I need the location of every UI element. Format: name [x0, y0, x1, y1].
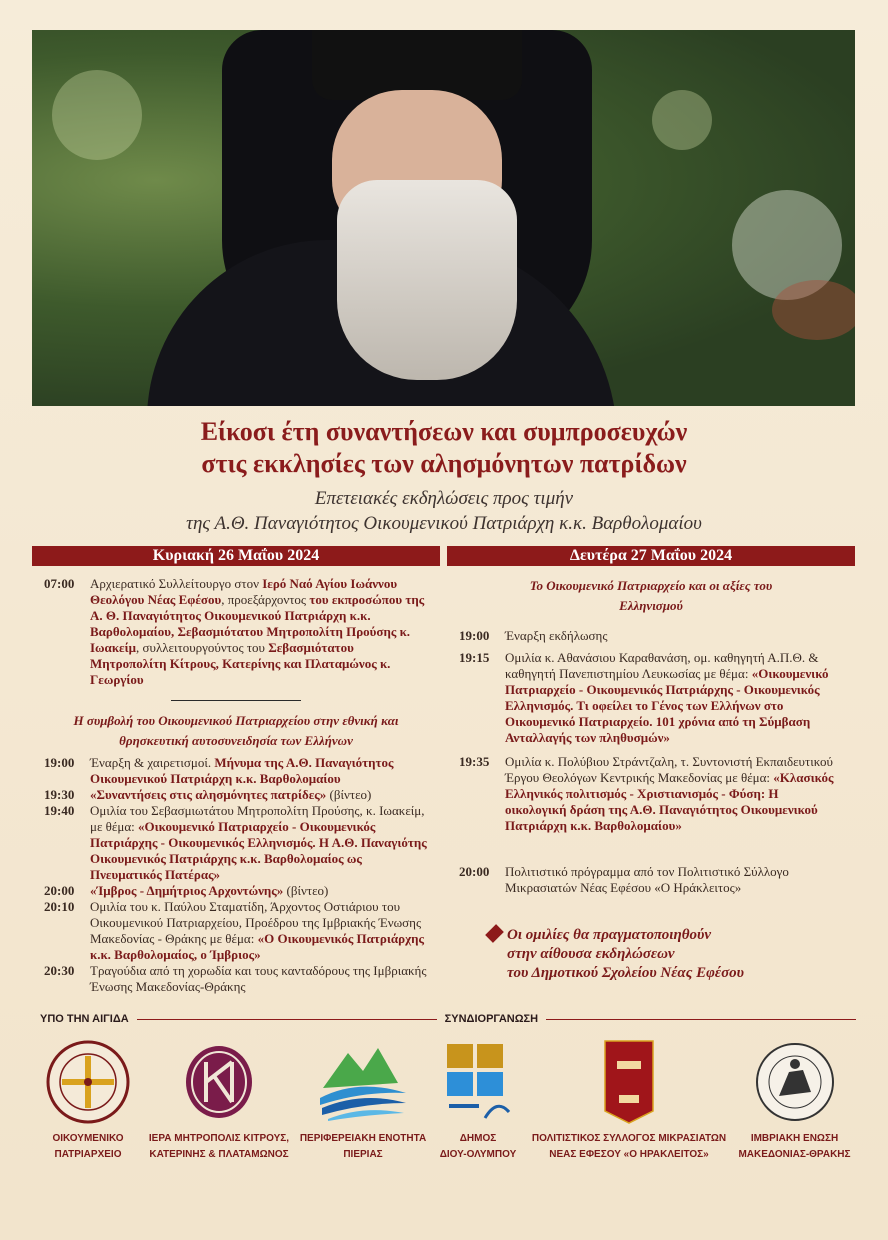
program-description — [505, 864, 843, 896]
program-text: Ομιλία του κ. Παύλου Σταματίδη, Άρχοντος Οστιάριου του Οικουμενικού Πατριαρχείου, Προέδρου της Ιμβριακής Ένωσης Μακεδονίας - Θράκης με θέμα: — [90, 899, 422, 946]
divider — [546, 1019, 856, 1020]
day2-section-title: Το Οικουμενικό Πατριαρχείο και οι αξίες του Ελληνισμού — [529, 578, 773, 613]
pieria-region-icon — [318, 1037, 408, 1127]
program-text: Τραγούδια από τη χορωδία και τους κανταδόρους της Ιμβριακής Ένωσης Μακεδονίας-Θράκης — [90, 963, 427, 994]
program-description — [505, 650, 843, 746]
venue-note-line: στην αίθουσα εκδηλώσεων — [507, 946, 675, 962]
program-text-bold: «Κλασικός Ελληνικός πολιτισμός - Χριστιανισμός - Φύση: Η οικολογική δράση της Α.Θ. Παναγιότητος Οικουμενικού Πατριάρχη κ.κ. Βαρθολομαίου» — [505, 770, 834, 833]
program-item — [459, 650, 843, 746]
program-item — [459, 754, 843, 834]
program-item — [44, 803, 428, 883]
program-text: Πολιτιστικό πρόγραμμα από τον Πολιτιστικό Σύλλογο Μικρασιατών Νέας Εφέσου «Ο Ηράκλειτος» — [505, 864, 789, 895]
program-item — [44, 883, 428, 899]
dion-olympos-municipality-icon — [445, 1037, 511, 1127]
logo-caption: ΙΜΒΡΙΑΚΗ ΕΝΩΣΗ ΜΑΚΕΔΟΝΙΑΣ-ΘΡΑΚΗΣ — [738, 1133, 851, 1160]
program-text-bold: «Συναντήσεις στις αλησμόνητες πατρίδες» — [90, 787, 327, 802]
subtitle-line-2: της Α.Θ. Παναγιότητος Οικουμενικού Πατριάρχη κ.κ. Βαρθολομαίου — [186, 513, 702, 534]
program-description — [90, 576, 428, 688]
venue-note-line: του Δημοτικού Σχολείου Νέας Εφέσου — [507, 965, 745, 981]
program-description — [90, 755, 428, 787]
day2-column — [447, 546, 855, 995]
subtitle-line-1: Επετειακές εκδηλώσεις προς τιμήν — [314, 488, 574, 509]
logo-caption: ΟΙΚΟΥΜΕΝΙΚΟ ΠΑΤΡΙΑΡΧΕΙΟ — [52, 1133, 124, 1160]
program-text: Ομιλία κ. Πολύβιου Στράντζαλη, τ. Συντονιστή Εκπαιδευτικού Έργου Θεολόγων Κεντρικής Μακεδονίας με θέμα: — [505, 754, 833, 785]
imvros-union-seal-icon — [755, 1037, 835, 1127]
program-time: 20:30 — [44, 963, 75, 978]
program-item — [44, 963, 428, 995]
divider — [171, 700, 301, 701]
patriarch-photo — [32, 30, 855, 406]
sponsor-heraclitus — [524, 1037, 734, 1163]
sponsor-imvros-union — [734, 1037, 855, 1163]
program-text-bold: «Οικουμενικό Πατριαρχείο - Οικουμενικός Πατριάρχης - Οικουμενικός Ελληνισμός. Τι οφείλει το Γένος των Ελλήνων στο Οικουμενικό Πατριαρχείο. 101 χρόνια από τη Σύμβαση Ανταλλαγής των πληθυσμών» — [505, 666, 829, 745]
sponsors-section — [32, 1011, 856, 1175]
venue-note — [507, 926, 843, 983]
program-text: Έναρξη εκδήλωσης — [505, 628, 608, 643]
sponsor-logos — [32, 1037, 856, 1163]
program-columns — [32, 546, 855, 995]
patronage-label: ΥΠΟ ΤΗΝ ΑΙΓΙΔΑ — [40, 1013, 129, 1025]
program-description — [505, 754, 843, 834]
day1-section-title: Η συμβολή του Οικουμενικού Πατριαρχείου στην εθνική και θρησκευτική αυτοσυνειδησία των Ελλήνων — [73, 713, 399, 748]
divider — [137, 1019, 437, 1020]
program-description — [505, 628, 843, 644]
program-text: , συλλειτουργούντος του — [136, 640, 269, 655]
program-time: 20:00 — [44, 883, 75, 898]
logo-caption: ΙΕΡΑ ΜΗΤΡΟΠΟΛΙΣ ΚΙΤΡΟΥΣ, ΚΑΤΕΡΙΝΗΣ & ΠΛΑΤΑΜΩΝΟΣ — [148, 1133, 290, 1160]
patriarchate-seal-icon — [46, 1037, 130, 1127]
program-description — [90, 963, 428, 995]
program-time: 19:00 — [459, 628, 490, 643]
sponsor-patriarchate — [32, 1037, 144, 1163]
logo-caption: ΔΗΜΟΣ ΔΙΟΥ-ΟΛΥΜΠΟΥ — [439, 1133, 517, 1160]
sponsor-metropolis — [144, 1037, 294, 1163]
day2-program — [447, 566, 855, 983]
venue-note-block — [487, 926, 843, 983]
program-time: 19:30 — [44, 787, 75, 802]
program-text-bold: «Ο Οικουμενικός Πατριάρχης κ.κ. Βαρθολομαίος, ο Ίμβριος» — [90, 931, 424, 962]
program-item — [44, 576, 428, 688]
program-item — [459, 864, 843, 896]
diamond-icon — [485, 924, 504, 943]
main-title-line-2: στις εκκλησίες των αλησμόνητων πατρίδων — [201, 449, 687, 478]
program-item — [44, 755, 428, 787]
program-time: 19:40 — [44, 803, 75, 818]
program-time: 20:10 — [44, 899, 75, 914]
program-text: Αρχιερατικό Συλλείτουργο στον — [90, 576, 263, 591]
program-item — [44, 787, 428, 803]
program-time: 07:00 — [44, 576, 75, 591]
program-time: 19:35 — [459, 754, 490, 769]
program-text-bold: του εκπροσώπου της Α. Θ. Παναγιότητος Οικουμενικού Πατριάρχη κ.κ. Βαρθολομαίου, Σεβασμιότατου Μητροπολίτη Προύσης κ. Ιωακείμ — [90, 592, 425, 655]
heraclitus-banner-icon — [603, 1037, 655, 1127]
day1-header: Κυριακή 26 Μαΐου 2024 — [32, 546, 440, 566]
day2-header: Δευτέρα 27 Μαΐου 2024 — [447, 546, 855, 566]
program-description — [90, 883, 428, 899]
day1-column — [32, 546, 440, 995]
logo-caption: ΠΟΛΙΤΙΣΤΙΚΟΣ ΣΥΛΛΟΓΟΣ ΜΙΚΡΑΣΙΑΤΩΝ ΝΕΑΣ ΕΦΕΣΟΥ «Ο ΗΡΑΚΛΕΙΤΟΣ» — [531, 1133, 727, 1160]
sponsor-headings — [32, 1011, 856, 1027]
main-title-line-1: Είκοσι έτη συναντήσεων και συμπροσευχών — [200, 417, 688, 446]
program-description — [90, 787, 428, 803]
program-description — [90, 803, 428, 883]
metropolis-monogram-icon — [184, 1037, 254, 1127]
program-text: Έναρξη & χαιρετισμοί. — [90, 755, 215, 770]
program-text: Ομιλία του Σεβασμιωτάτου Μητροπολίτη Προύσης, κ. Ιωακείμ, με θέμα: — [90, 803, 425, 834]
venue-note-line: Οι ομιλίες θα πραγματοποιηθούν — [507, 927, 712, 943]
program-time: 19:15 — [459, 650, 490, 665]
program-text: Ομιλία κ. Αθανάσιου Καραθανάση, ομ. καθηγητή Α.Π.Θ. & καθηγητή Πανεπιστημίου Λευκωσίας με θέμα: — [505, 650, 819, 681]
sponsor-dion-olympos — [432, 1037, 524, 1163]
program-text: (βίντεο) — [326, 787, 372, 802]
program-text: , προεξάρχοντος — [221, 592, 310, 607]
program-time: 19:00 — [44, 755, 75, 770]
program-text: (βίντεο) — [283, 883, 329, 898]
program-item — [459, 628, 843, 644]
logo-caption: ΠΕΡΙΦΕΡΕΙΑΚΗ ΕΝΟΤΗΤΑ ΠΙΕΡΙΑΣ — [299, 1133, 427, 1160]
program-text-bold: Ιερό Ναό Αγίου Ιωάννου Θεολόγου Νέας Εφέσου — [90, 576, 398, 607]
program-text-bold: «Ίμβρος - Δημήτριος Αρχοντώνης» — [90, 883, 284, 898]
program-text-bold: Μήνυμα της Α.Θ. Παναγιότητος Οικουμενικού Πατριάρχη κ.κ. Βαρθολομαίου — [90, 755, 394, 786]
program-text-bold: Σεβασμιότατου Μητροπολίτη Κίτρους, Κατερίνης και Πλαταμώνος κ. Γεωργίου — [90, 640, 391, 687]
program-time: 20:00 — [459, 864, 490, 879]
program-item — [44, 899, 428, 963]
program-text-bold: «Οικουμενικό Πατριαρχείο - Οικουμενικός Πατριάρχης - Οικουμενικός Ελληνισμός. Η Α.Θ. Παναγιότης Οικουμενικός Πατριάρχης κ.κ. Βαρθολομαίος ως Πνευματικός Πατέρας» — [90, 819, 427, 882]
sponsor-pieria — [294, 1037, 432, 1163]
day1-program — [32, 566, 440, 995]
title-block — [0, 416, 888, 536]
coorganization-label: ΣΥΝΔΙΟΡΓΑΝΩΣΗ — [444, 1013, 539, 1025]
program-description — [90, 899, 428, 963]
